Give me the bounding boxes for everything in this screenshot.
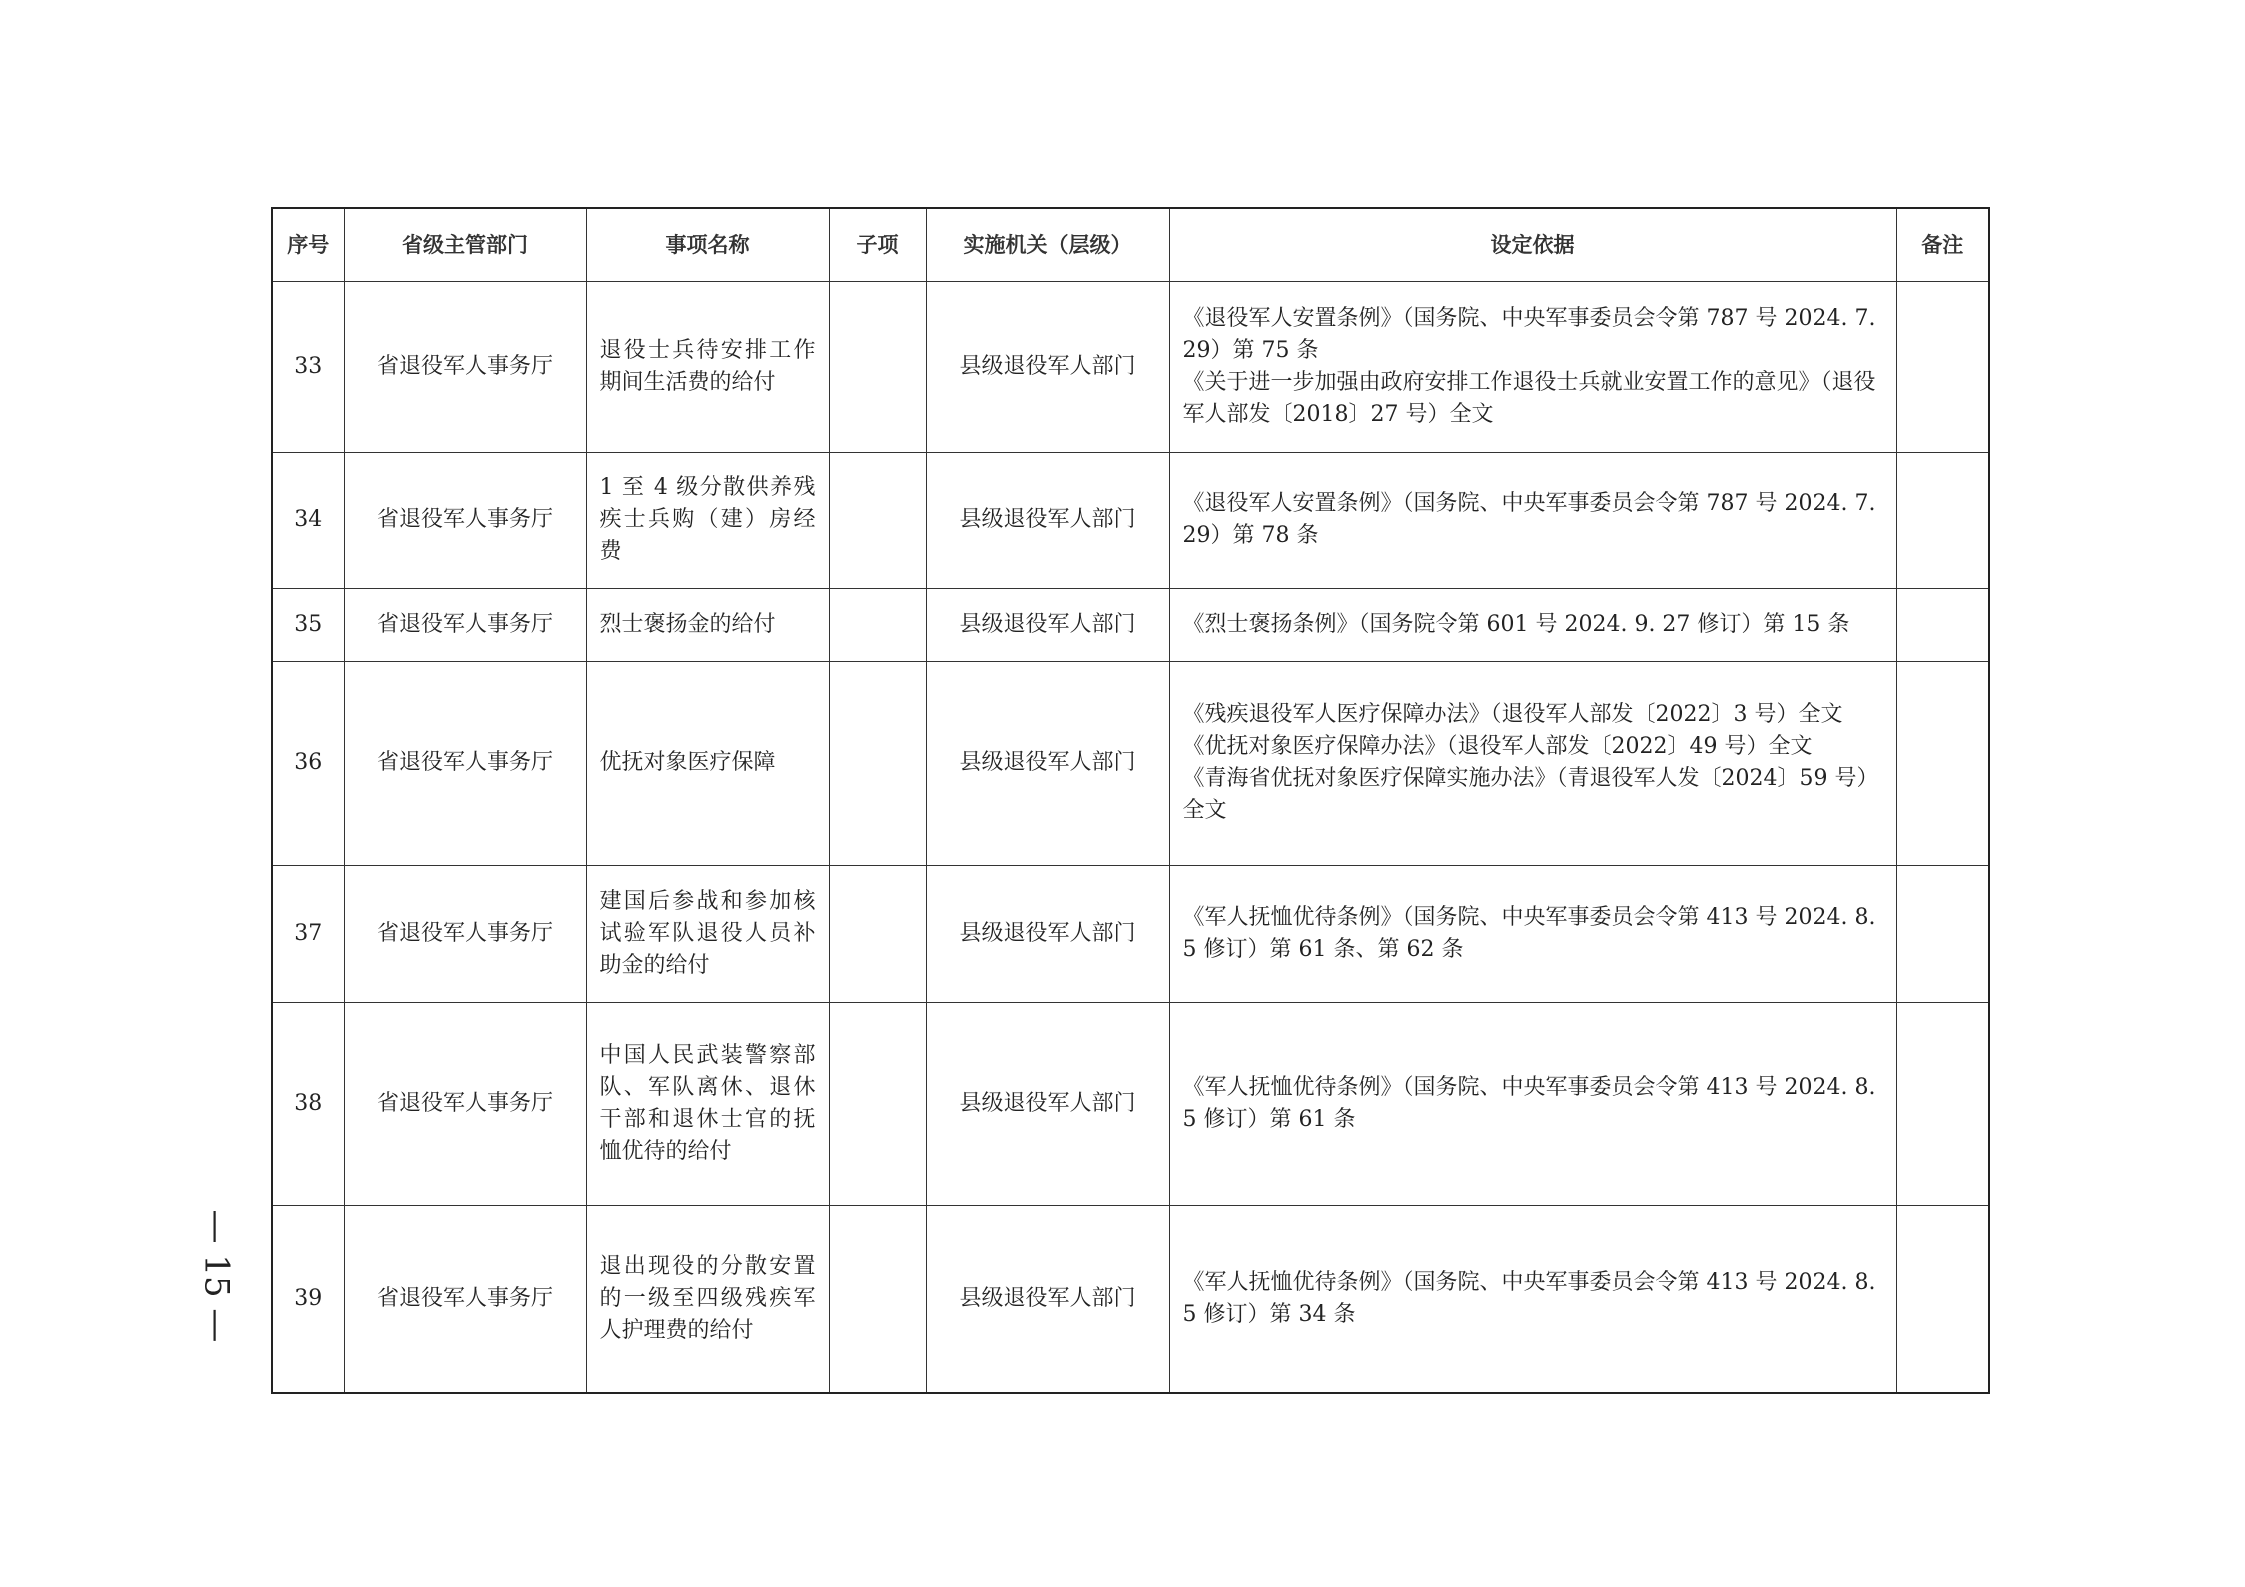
row-seq: 34	[272, 452, 344, 588]
row-name: 烈士褒扬金的给付	[586, 588, 829, 661]
row-note	[1896, 452, 1989, 588]
row-seq: 35	[272, 588, 344, 661]
row-org: 县级退役军人部门	[926, 1002, 1169, 1205]
table-row	[272, 1002, 1989, 1205]
row-sub	[829, 1205, 926, 1393]
table-row	[272, 281, 1989, 452]
basis-line: 《军人抚恤优待条例》（国务院、中央军事委员会令第 413 号 2024. 8. 5 修订）第 34 条	[1182, 1269, 1876, 1327]
header-name: 事项名称	[586, 208, 829, 281]
row-seq: 37	[272, 865, 344, 1002]
basis-line: 《退役军人安置条例》（国务院、中央军事委员会令第 787 号 2024. 7. 29）第 78 条	[1182, 491, 1876, 548]
row-seq: 33	[272, 281, 344, 452]
row-org: 县级退役军人部门	[926, 452, 1169, 588]
row-basis	[1169, 661, 1896, 865]
row-name: 中国人民武装警察部队、军队离休、退休干部和退休士官的抚恤优待的给付	[586, 1002, 829, 1205]
basis-line: 《优抚对象医疗保障办法》（退役军人部发〔2022〕49 号）全文	[1182, 734, 1813, 759]
basis-line: 《军人抚恤优待条例》（国务院、中央军事委员会令第 413 号 2024. 8. 5 修订）第 61 条	[1182, 1074, 1876, 1132]
row-name: 退出现役的分散安置的一级至四级残疾军人护理费的给付	[586, 1205, 829, 1393]
row-seq: 36	[272, 661, 344, 865]
header-note: 备注	[1896, 208, 1989, 281]
row-dept: 省退役军人事务厅	[344, 1205, 586, 1393]
page-number-text: — 15 —	[196, 1209, 237, 1342]
basis-line: 《烈士褒扬条例》（国务院令第 601 号 2024. 9. 27 修订）第 15 条	[1182, 611, 1850, 637]
row-name: 优抚对象医疗保障	[586, 661, 829, 865]
table-row	[272, 588, 1989, 661]
row-dept: 省退役军人事务厅	[344, 452, 586, 588]
items-table	[271, 207, 1990, 1394]
row-name: 建国后参战和参加核试验军队退役人员补助金的给付	[586, 865, 829, 1002]
row-basis	[1169, 1205, 1896, 1393]
basis-line: 《残疾退役军人医疗保障办法》（退役军人部发〔2022〕3 号）全文	[1182, 702, 1843, 727]
row-org: 县级退役军人部门	[926, 281, 1169, 452]
row-name: 退役士兵待安排工作期间生活费的给付	[586, 281, 829, 452]
row-org: 县级退役军人部门	[926, 588, 1169, 661]
header-dept: 省级主管部门	[344, 208, 586, 281]
row-sub	[829, 452, 926, 588]
header-basis: 设定依据	[1169, 208, 1896, 281]
row-basis	[1169, 1002, 1896, 1205]
header-seq: 序号	[272, 208, 344, 281]
header-org: 实施机关（层级）	[926, 208, 1169, 281]
row-dept: 省退役军人事务厅	[344, 661, 586, 865]
row-sub	[829, 1002, 926, 1205]
row-sub	[829, 865, 926, 1002]
row-sub	[829, 281, 926, 452]
row-basis	[1169, 865, 1896, 1002]
row-note	[1896, 588, 1989, 661]
row-dept: 省退役军人事务厅	[344, 281, 586, 452]
table-row	[272, 452, 1989, 588]
table-row	[272, 1205, 1989, 1393]
row-org: 县级退役军人部门	[926, 661, 1169, 865]
row-dept: 省退役军人事务厅	[344, 865, 586, 1002]
row-name: 1 至 4 级分散供养残疾士兵购（建）房经费	[586, 452, 829, 588]
basis-line: 《退役军人安置条例》（国务院、中央军事委员会令第 787 号 2024. 7. 29）第 75 条	[1182, 305, 1876, 363]
row-basis	[1169, 281, 1896, 452]
row-basis	[1169, 452, 1896, 588]
row-seq: 39	[272, 1205, 344, 1393]
basis-line: 《关于进一步加强由政府安排工作退役士兵就业安置工作的意见》（退役军人部发〔2018〕27 号）全文	[1182, 369, 1876, 427]
row-seq: 38	[272, 1002, 344, 1205]
table-header-row	[272, 208, 1989, 281]
table-row	[272, 661, 1989, 865]
basis-line: 《军人抚恤优待条例》（国务院、中央军事委员会令第 413 号 2024. 8. 5 修订）第 61 条、第 62 条	[1182, 904, 1876, 962]
header-sub: 子项	[829, 208, 926, 281]
row-sub	[829, 588, 926, 661]
row-note	[1896, 1205, 1989, 1393]
basis-line: 《青海省优抚对象医疗保障实施办法》（青退役军人发〔2024〕59 号）全文	[1182, 766, 1879, 823]
table-row	[272, 865, 1989, 1002]
row-note	[1896, 1002, 1989, 1205]
row-org: 县级退役军人部门	[926, 1205, 1169, 1393]
row-note	[1896, 281, 1989, 452]
row-org: 县级退役军人部门	[926, 865, 1169, 1002]
row-dept: 省退役军人事务厅	[344, 1002, 586, 1205]
row-basis	[1169, 588, 1896, 661]
page-number	[196, 1198, 236, 1353]
row-sub	[829, 661, 926, 865]
row-dept: 省退役军人事务厅	[344, 588, 586, 661]
row-note	[1896, 661, 1989, 865]
row-note	[1896, 865, 1989, 1002]
